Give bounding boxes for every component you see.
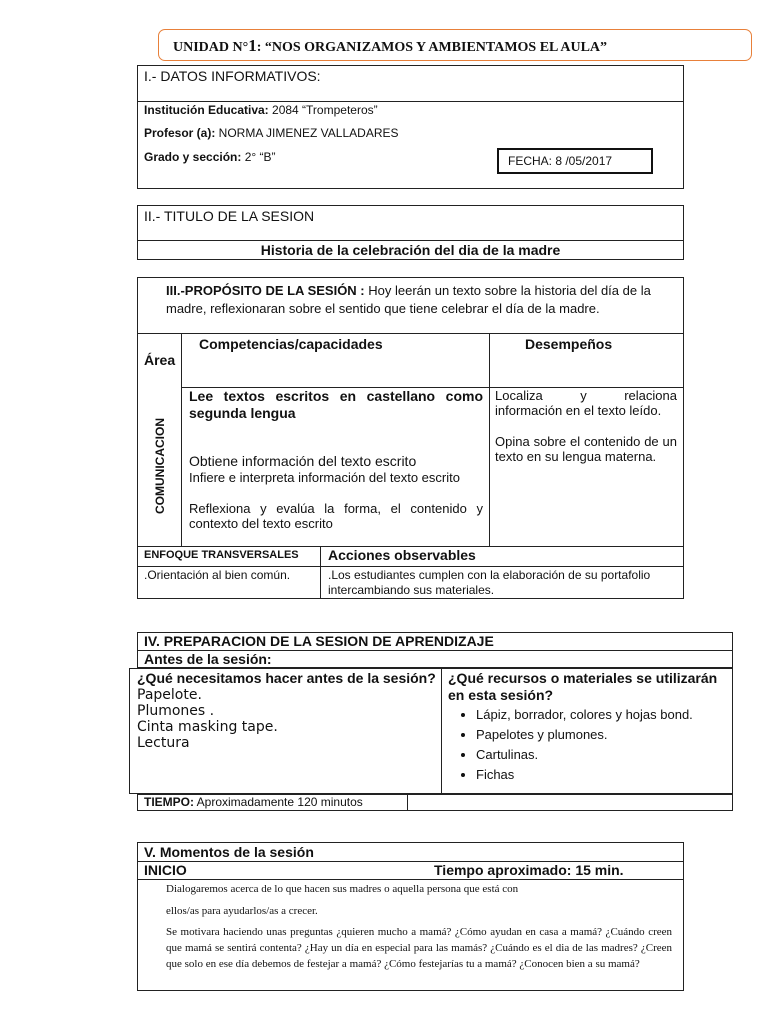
- titulo-sesion-box: [137, 205, 684, 260]
- competencia-title: Lee textos escritos en castellano como segunda lengua: [189, 388, 483, 421]
- capacidad-2: Infiere e interpreta información del texto escrito: [189, 470, 460, 485]
- acciones-header: Acciones observables: [328, 547, 476, 563]
- col-desempenos: Desempeños: [525, 336, 613, 352]
- col-divider: [181, 333, 182, 546]
- section2-heading: II.- TITULO DE LA SESION: [144, 208, 315, 224]
- preparacion-box: [137, 632, 733, 668]
- institution-line: Institución Educativa: 2084 “Trompeteros”: [144, 103, 378, 117]
- unit-title: : “NOS ORGANIZAMOS Y AMBIENTAMOS EL AULA”: [256, 40, 608, 55]
- list-item: Cinta masking tape.: [137, 719, 278, 735]
- unit-prefix: UNIDAD N°: [173, 40, 249, 55]
- paragraph-3: Se motivara haciendo unas preguntas ¿quieren mucho a mamá? ¿Cómo ayudan en casa a mamá? ¿Cuándo creen que mamá se sentirá contenta? ¿Hay un día en especial para las mamás? ¿Cuándo es el dia de las madres? ¿Creen que solo en ese día debemos de festejar a mamá? ¿Cómo festejarías tu a mamá? ¿Conocen bien a su mamá?: [166, 926, 672, 970]
- momentos-box: [137, 842, 684, 991]
- desempeno-1: Localiza y relaciona información en el texto leído.: [495, 388, 677, 418]
- divider: [138, 101, 683, 102]
- teacher-line: Profesor (a): NORMA JIMENEZ VALLADARES: [144, 126, 399, 140]
- resources-list: [448, 706, 728, 786]
- list-item: • Papelotes y plumones.: [476, 726, 728, 743]
- purpose-text: III.-PROPÓSITO DE LA SESIÓN : Hoy leerán un texto sobre la historia del día de la madre, reflexionaran sobre el sentido que tiene celebrar el día de la madre.: [166, 283, 651, 316]
- desempeno-2: Opina sobre el contenido de un texto en su lengua materna.: [495, 434, 677, 464]
- col-area: Área: [144, 352, 176, 368]
- col-competencias: Competencias/capacidades: [199, 336, 383, 352]
- area-value: COMUNICACION: [153, 418, 167, 514]
- divider: [138, 333, 683, 334]
- tiempo-text: TIEMPO: Aproximadamente 120 minutos: [144, 795, 363, 809]
- datos-informativos-box: [137, 65, 684, 189]
- section1-heading: I.- DATOS INFORMATIVOS:: [144, 68, 321, 84]
- unit-header: [158, 29, 752, 61]
- grade-line: Grado y sección: 2° “B”: [144, 150, 276, 164]
- date-box: FECHA: 8 /05/2017: [497, 148, 653, 174]
- list-item: Plumones .: [137, 703, 215, 719]
- question-needs: ¿Qué necesitamos hacer antes de la sesión?: [137, 670, 436, 686]
- enfoque-value: .Orientación al bien común.: [144, 568, 291, 582]
- antes-label: Antes de la sesión:: [144, 651, 272, 667]
- unit-number: 1: [248, 36, 257, 55]
- session-title: Historia de la celebración del dia de la madre: [260, 242, 561, 258]
- list-item: • Cartulinas.: [476, 746, 728, 763]
- list-item: Papelote.: [137, 687, 202, 703]
- inicio-label: INICIO: [144, 862, 187, 878]
- capacidad-1: Obtiene información del texto escrito: [189, 453, 417, 469]
- acciones-value: .Los estudiantes cumplen con la elaboración de su portafolio intercambiando sus materiales.: [328, 568, 651, 597]
- question-resources: ¿Qué recursos o materiales se utilizarán en esta sesión?: [448, 670, 718, 703]
- section4-heading: IV. PREPARACION DE LA SESION DE APRENDIZAJE: [144, 633, 494, 649]
- col-divider: [407, 795, 408, 810]
- inicio-tiempo: Tiempo aproximado: 15 min.: [434, 862, 624, 878]
- paragraph-2: ellos/as para ayudarlos/as a crecer.: [166, 905, 318, 917]
- col-divider: [441, 669, 442, 793]
- needs-list: [137, 687, 278, 751]
- divider: [138, 879, 683, 880]
- divider: [138, 240, 683, 241]
- paragraph-1: Dialogaremos acerca de lo que hacen sus madres o aquella persona que está con: [166, 883, 519, 895]
- list-item: • Lápiz, borrador, colores y hojas bond.: [476, 706, 728, 723]
- enfoque-header: ENFOQUE TRANSVERSALES: [144, 549, 299, 561]
- materials-table: [129, 668, 733, 794]
- col-divider: [320, 546, 321, 599]
- list-item: Lectura: [137, 735, 190, 751]
- tiempo-row: [137, 794, 733, 811]
- col-divider: [489, 333, 490, 546]
- capacidad-3: Reflexiona y evalúa la forma, el contenido y contexto del texto escrito: [189, 501, 483, 531]
- proposito-box: [137, 277, 684, 599]
- divider: [138, 566, 683, 567]
- list-item: • Fichas: [476, 766, 728, 783]
- section5-heading: V. Momentos de la sesión: [144, 844, 314, 860]
